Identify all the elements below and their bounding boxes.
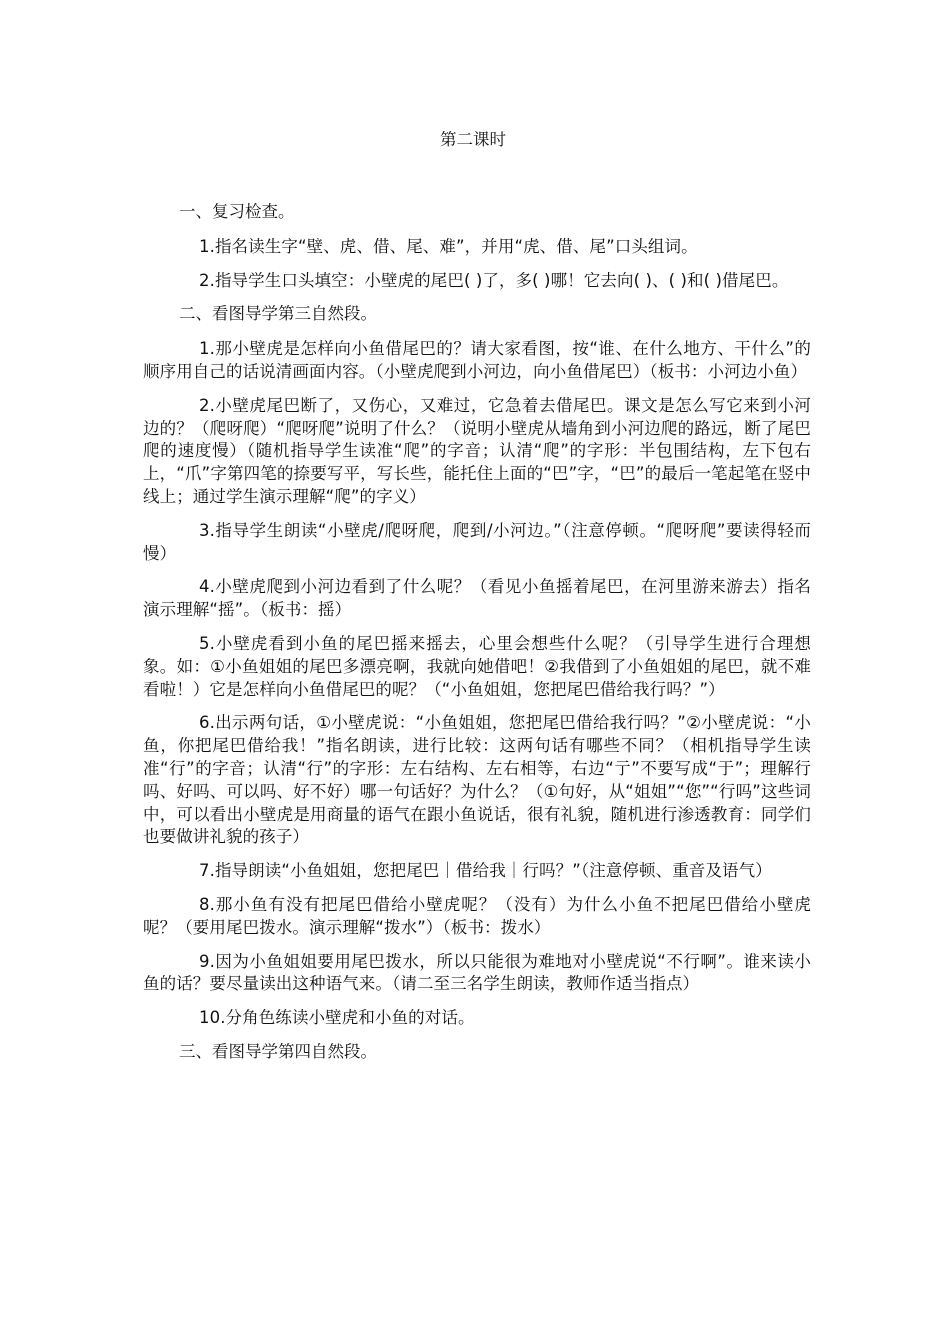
section-heading-2: 二、看图导学第三自然段。 — [179, 304, 377, 324]
section-heading-3: 三、看图导学第四自然段。 — [179, 1041, 377, 1061]
paragraph-review-1: 1.指名读生字“壁、虎、借、尾、难”，并用“虎、借、尾”口头组词。 — [199, 236, 698, 256]
paragraph-step-1: 1.那小壁虎是怎样向小鱼借尾巴的？请大家看图，按“谁、在什么地方、干什么”的顺序用自己的话说清画面内容。（小壁虎爬到小河边，向小鱼借尾巴）（板书：小河边小鱼） — [143, 339, 811, 381]
paragraph-step-7: 7.指导朗读“小鱼姐姐，您把尾巴｜借给我｜行吗？”（注意停顿、重音及语气） — [199, 861, 772, 881]
paragraph-step-5: 5.小壁虎看到小鱼的尾巴摇来摇去，心里会想些什么呢？（引导学生进行合理想象。如：①小鱼姐姐的尾巴多漂亮啊，我就向她借吧！②我借到了小鱼姐姐的尾巴，就不难看啦！）它是怎样向小鱼借尾巴的呢？（“小鱼姐姐，您把尾巴借给我行吗？”） — [143, 633, 811, 699]
paragraph-review-2: 2.指导学生口头填空：小壁虎的尾巴( )了，多( )哪！它去向( )、( )和( )借尾巴。 — [199, 270, 789, 290]
document-body — [143, 201, 811, 1076]
paragraph-step-10: 10.分角色练读小壁虎和小鱼的对话。 — [199, 1008, 475, 1028]
paragraph-step-4: 4.小壁虎爬到小河边看到了什么呢？（看见小鱼摇着尾巴，在河里游来游去）指名演示理解“摇”。（板书：摇） — [143, 577, 811, 620]
page-title — [0, 129, 950, 151]
paragraph-step-6: 6.出示两句话，①小壁虎说：“小鱼姐姐，您把尾巴借给我行吗？”②小壁虎说：“小鱼，你把尾巴借给我！”指名朗读，进行比较：这两句话有哪些不同？（相机指导学生读准“行”的字音；认清“行”的字形：左右结构、左右相等，右边“亍”不要写成“于”；理解行吗、好吗、可以吗、好不好）哪一句话好？为什么？（①句好，从“姐姐”“您”“行吗”这些词中，可以看出小壁虎是用商量的语气在跟小鱼说话，很有礼貌，随机进行渗透教育：同学们也要做讲礼貌的孩子） — [143, 713, 811, 847]
page-title-text: 第二课时 — [440, 130, 506, 149]
paragraph-step-3: 3.指导学生朗读“小壁虎/爬呀爬，爬到/小河边。”（注意停顿。“爬呀爬”要读得轻而慢） — [143, 520, 811, 563]
paragraph-step-8: 8.那小鱼有没有把尾巴借给小壁虎呢？（没有）为什么小鱼不把尾巴借给小壁虎呢？（要用尾巴拨水。演示理解“拨水”）（板书：拨水） — [143, 894, 811, 937]
section-heading-1: 一、复习检查。 — [179, 202, 295, 221]
paragraph-step-9: 9.因为小鱼姐姐要用尾巴拨水，所以只能很为难地对小壁虎说“不行啊”。谁来读小鱼的话？要尽量读出这种语气来。（请二至三名学生朗读，教师作适当指点） — [143, 951, 811, 994]
paragraph-step-2: 2.小壁虎尾巴断了，又伤心，又难过，它急着去借尾巴。课文是怎么写它来到小河边的？（爬呀爬）“爬呀爬”说明了什么？（说明小壁虎从墙角到小河边爬的路远，断了尾巴爬的速度慢）（随机指导学生读准“爬”的字音；认清“爬”的字形：半包围结构，左下包右上，“爪”字第四笔的捺要写平，写长些，能托住上面的“巴”字，“巴”的最后一笔起笔在竖中线上；通过学生演示理解“爬”的字义） — [143, 395, 811, 506]
